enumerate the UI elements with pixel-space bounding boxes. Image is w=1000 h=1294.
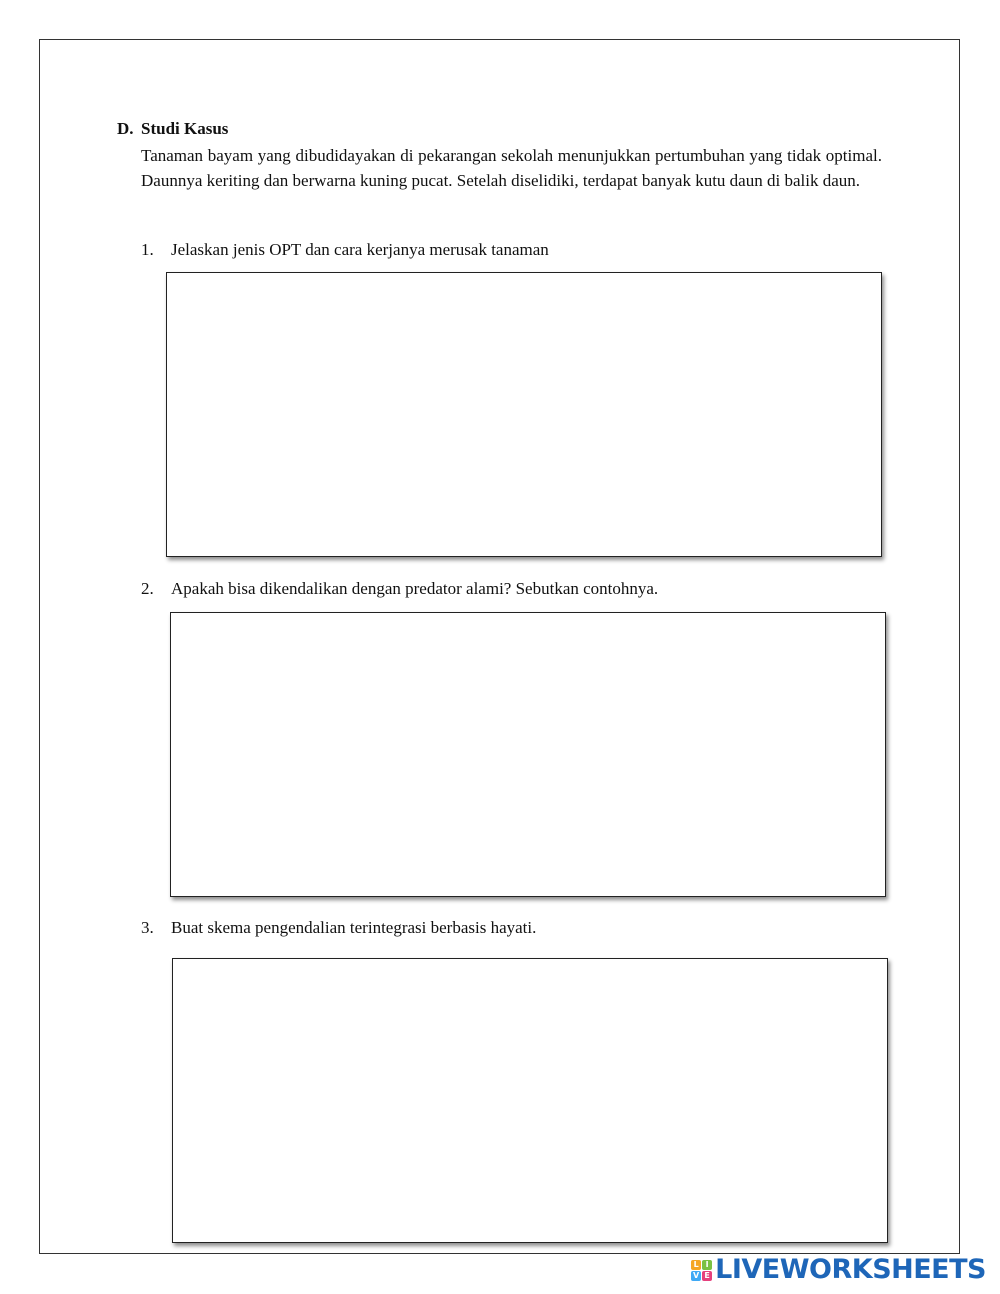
- logo-tile-e: E: [702, 1271, 712, 1281]
- case-study-text: Tanaman bayam yang dibudidayakan di pekarangan sekolah menunjukkan pertumbuhan yang tidak optimal. Daunnya keriting dan berwarna kuning pucat. Setelah diselidiki, terdapat banyak kutu daun di balik daun.: [141, 146, 882, 190]
- answer-box-3[interactable]: [172, 958, 888, 1243]
- question-3: [141, 918, 536, 938]
- section-title: Studi Kasus: [141, 119, 229, 138]
- answer-box-2[interactable]: [170, 612, 886, 897]
- section-heading: [117, 119, 228, 139]
- liveworksheets-logo-icon: [691, 1260, 712, 1281]
- question-1-text: Jelaskan jenis OPT dan cara kerjanya merusak tanaman: [171, 240, 549, 259]
- answer-box-1[interactable]: [166, 272, 882, 557]
- question-1: [141, 240, 549, 260]
- question-2-text: Apakah bisa dikendalikan dengan predator alami? Sebutkan contohnya.: [171, 579, 659, 598]
- logo-tile-v: V: [693, 1270, 700, 1280]
- question-2-number: 2.: [141, 579, 154, 598]
- question-1-number: 1.: [141, 240, 154, 259]
- logo-tile-l: L: [691, 1260, 701, 1270]
- question-3-number: 3.: [141, 918, 154, 937]
- section-letter: D.: [117, 119, 134, 138]
- question-2: [141, 579, 658, 599]
- logo-tile-i: I: [702, 1260, 712, 1270]
- liveworksheets-logo: [691, 1256, 986, 1284]
- question-3-text: Buat skema pengendalian terintegrasi berbasis hayati.: [171, 918, 537, 937]
- liveworksheets-brand-text: LIVEWORKSHEETS: [715, 1254, 986, 1285]
